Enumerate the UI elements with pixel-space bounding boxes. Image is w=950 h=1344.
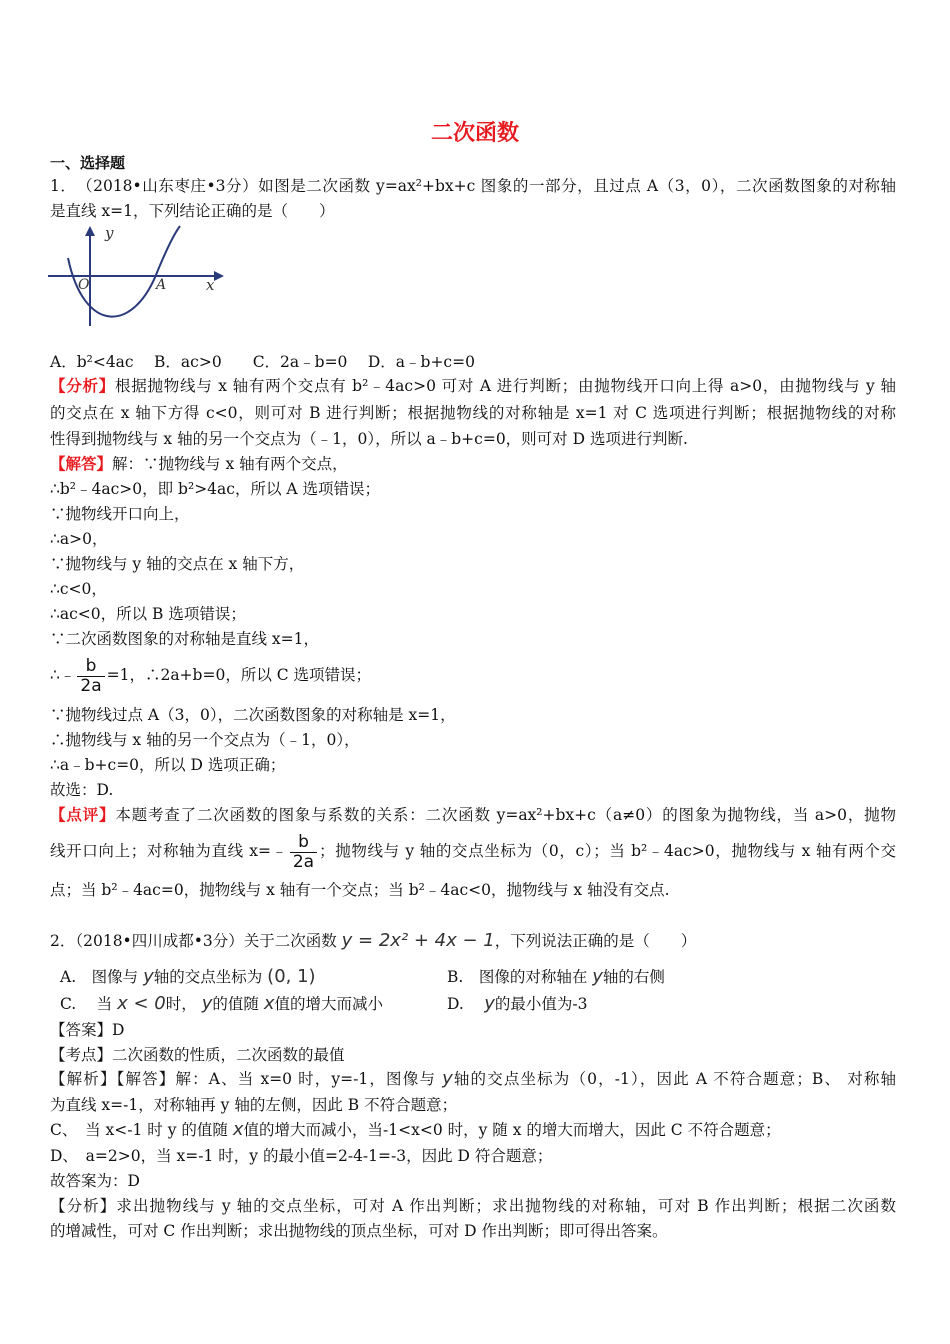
x-axis-label: x <box>206 276 215 294</box>
q1-options: A．b²<4ac B．ac>0 C．2a﹣b=0 D．a﹣b+c=0 <box>50 353 475 371</box>
analysis-tag: 【分析】 <box>50 376 116 395</box>
opt-a-pre: A. 图像与 <box>60 968 139 986</box>
q1-analysis-line1 <box>50 376 896 396</box>
point-a-label: A <box>156 277 167 293</box>
q2-fenxi-line2: 的增减性，可对 C 作出判断；求出抛物线的顶点坐标，可对 D 作出判断；即可得出答案。 <box>50 1222 668 1240</box>
q2-jiexi-line1 <box>50 1069 896 1089</box>
q1-stem-line1: 1． （2018•山东枣庄•3分）如图是二次函数 y=ax²+bx+c 图象的一部分，且过点 A（3，0），二次函数图象的对称轴 <box>50 177 896 195</box>
frac-suffix: =1，∴2a+b=0，所以 C 选项错误； <box>106 666 372 684</box>
opt-b-post: 轴的右侧 <box>602 968 665 986</box>
fraction-denominator: 2a <box>290 852 317 872</box>
q1-fraction-step <box>50 655 371 696</box>
q1-step: ∴a﹣b+c=0，所以 D 选项正确； <box>50 756 286 774</box>
comment2-post: ；抛物线与 y 轴的交点坐标为（0，c）；当 b²﹣4ac>0，抛物线与 x 轴有两个交 <box>319 842 896 860</box>
opt-c-cond: x < 0 <box>117 993 166 1014</box>
fraction-b-over-2a <box>77 657 104 696</box>
q1-analysis-line3: 性得到抛物线与 x 轴的另一个交点为（﹣1，0），所以 a﹣b+c=0，则可对 D 选项进行判断. <box>50 430 688 448</box>
q1-step: ∴b²﹣4ac>0，即 b²>4ac，所以 A 选项错误； <box>50 480 381 498</box>
jiexi3-post: 值的增大而减小，当-1<x<0 时，y 随 x 的增大而增大，因此 C 不符合题意； <box>243 1121 781 1139</box>
q1-step: ∵二次函数图象的对称轴是直线 x=1， <box>50 630 320 648</box>
jiexi3-pre: C、 当 x<-1 时 y 的值随 <box>50 1121 228 1139</box>
q1-step: 故选：D. <box>50 781 114 799</box>
q1-step: ∵抛物线过点 A（3，0），二次函数图象的对称轴是 x=1， <box>50 706 456 724</box>
q2-option-a <box>60 966 316 988</box>
q1-step: ∴抛物线与 x 轴的另一个交点为（﹣1，0）， <box>50 731 360 749</box>
q1-analysis-line2: 的交点在 x 轴下方得 c<0，则可对 B 进行判断；根据抛物线的对称轴是 x=1 对 C 选项进行判断；根据抛物线的对称 <box>50 404 896 422</box>
fraction-denominator: 2a <box>77 676 104 696</box>
opt-a-y: y <box>143 966 154 987</box>
q1-step: ∵抛物线与 y 轴的交点在 x 轴下方， <box>50 555 305 573</box>
comment2-pre: 线开口向上；对称轴为直线 x=﹣ <box>50 842 288 860</box>
q2-final-answer: 故答案为：D <box>50 1172 140 1190</box>
q2-stem-pre: 2．（2018•四川成都•3分）关于二次函数 <box>50 932 337 950</box>
q2-option-d <box>447 993 588 1015</box>
jiexi1-pre: 【解析】【解答】解：A、当 x=0 时，y=-1，图像与 <box>50 1070 437 1088</box>
q1-comment-line1 <box>50 805 896 825</box>
q2-jiexi-line3 <box>50 1120 781 1140</box>
opt-c-y: y <box>201 993 213 1014</box>
opt-c-pre: C. 当 <box>60 995 113 1013</box>
q2-stem-post: ，下列说法正确的是（ ） <box>494 932 697 950</box>
comment-fraction <box>290 833 317 872</box>
opt-d-post: 的最小值为-3 <box>494 995 588 1013</box>
opt-c-mid: 时， <box>165 995 197 1013</box>
opt-c-mid2: 的值随 <box>212 995 259 1013</box>
section-title: 一、选择题 <box>50 154 126 172</box>
comment-text: 本题考查了二次函数的图象与系数的关系：二次函数 y=ax²+bx+c（a≠0）的图象为抛物线，当 a>0，抛物 <box>115 806 896 824</box>
answer-tag: 【解答】 <box>50 454 113 473</box>
opt-a-mid: 轴的交点坐标为 <box>153 968 263 986</box>
q2-option-b <box>447 966 665 988</box>
opt-c-post: 值的增大而减小 <box>274 995 383 1013</box>
q1-parabola-graph <box>44 222 224 328</box>
jiexi1-y: y <box>442 1068 453 1089</box>
q2-stem <box>50 931 696 951</box>
y-axis-label: y <box>105 224 114 242</box>
analysis-text: 根据抛物线与 x 轴有两个交点有 b²﹣4ac>0 可对 A 进行判断；由抛物线开口向上得 a>0，由抛物线与 y 轴 <box>115 377 896 395</box>
fraction-numerator: b <box>298 831 309 852</box>
q2-kaodian: 【考点】二次函数的性质，二次函数的最值 <box>50 1046 345 1064</box>
opt-b-y: y <box>592 966 603 987</box>
opt-c-x: x <box>263 993 275 1014</box>
jiexi3-x: x <box>232 1119 244 1140</box>
page-title: 二次函数 <box>430 121 519 146</box>
q2-jiexi-line2: 为直线 x=-1，对称轴再 y 轴的左侧，因此 B 不符合题意； <box>50 1096 458 1114</box>
q2-answer: 【答案】D <box>50 1021 125 1039</box>
opt-a-point: (0, 1) <box>267 966 316 987</box>
parabola-curve <box>68 226 180 317</box>
q1-step: ∴c<0， <box>50 580 107 598</box>
q2-formula: y = 2x² + 4x − 1 <box>341 930 495 951</box>
q1-step: ∴ac<0，所以 B 选项错误； <box>50 605 246 623</box>
frac-prefix: ∴﹣ <box>50 666 76 684</box>
y-axis-arrow <box>85 226 95 236</box>
origin-label: O <box>78 277 90 293</box>
q2-jiexi-line4: D、 a=2>0，当 x=-1 时，y 的最小值=2-4-1=-3，因此 D 符合题意； <box>50 1147 553 1165</box>
q1-stem-line2: 是直线 x=1，下列结论正确的是（ ） <box>50 202 335 220</box>
q1-step: ∴a>0， <box>50 530 108 548</box>
opt-b-pre: B. 图像的对称轴在 <box>447 968 588 986</box>
fraction-numerator: b <box>85 655 97 676</box>
opt-d-pre: D. <box>447 995 480 1013</box>
x-axis-arrow <box>214 271 224 281</box>
q1-comment-line3: 点；当 b²﹣4ac=0，抛物线与 x 轴有一个交点；当 b²﹣4ac<0，抛物线与 x 轴没有交点. <box>50 881 670 899</box>
opt-d-y: y <box>484 993 495 1014</box>
q1-comment-line2 <box>50 831 896 872</box>
jiexi1-post: 轴的交点坐标为（0，-1），因此 A 不符合题意；B、 对称轴 <box>452 1070 896 1088</box>
q2-fenxi-line1: 【分析】求出抛物线与 y 轴的交点坐标，可对 A 作出判断；求出抛物线的对称轴，可对 B 作出判断；根据二次函数 <box>50 1197 896 1215</box>
comment-tag: 【点评】 <box>50 805 116 824</box>
q1-answer-line <box>50 454 348 474</box>
q1-step: ∵抛物线开口向上， <box>50 505 190 523</box>
answer-first: 解：∵抛物线与 x 轴有两个交点， <box>112 455 348 473</box>
q2-option-c <box>60 993 383 1015</box>
